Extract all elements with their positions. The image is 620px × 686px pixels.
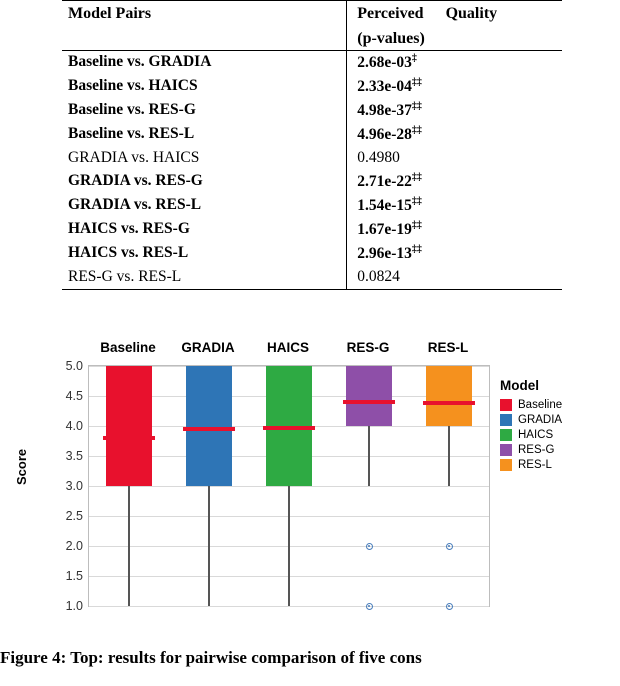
p-value-cell: 2.71e-22‡‡ xyxy=(347,170,562,194)
y-axis-tick: 2.0 xyxy=(65,539,83,553)
p-value-cell: 0.0824 xyxy=(347,266,562,289)
legend-item xyxy=(500,429,610,441)
header-spacer xyxy=(62,26,347,51)
model-pair-cell: GRADIA vs. RES-L xyxy=(68,196,202,214)
pairwise-comparison-table xyxy=(62,0,562,290)
model-pair-cell: HAICS vs. RES-L xyxy=(68,244,189,262)
table-row xyxy=(62,51,562,76)
p-value-cell: 2.96e-13‡‡ xyxy=(347,242,562,266)
y-axis-tick: 1.5 xyxy=(65,569,83,583)
category-label-res-l: RES-L xyxy=(427,340,469,355)
model-pair-cell: Baseline vs. HAICS xyxy=(68,77,198,95)
legend-swatch xyxy=(500,399,512,411)
p-value-cell: 2.68e-03‡ xyxy=(347,51,562,76)
box-gradia xyxy=(186,366,232,486)
table-row xyxy=(62,242,562,266)
category-labels xyxy=(0,340,620,358)
category-label-baseline: Baseline xyxy=(100,340,156,355)
median-line xyxy=(103,436,155,440)
table-row xyxy=(62,123,562,147)
table-row xyxy=(62,194,562,218)
box-res-l xyxy=(426,366,472,426)
model-pair-cell: RES-G vs. RES-L xyxy=(62,266,347,289)
pairs-table xyxy=(62,0,562,290)
y-axis-tick: 5.0 xyxy=(65,359,83,373)
plot-area xyxy=(65,359,490,613)
p-value-cell: 0.4980 xyxy=(347,147,562,170)
legend-swatch xyxy=(500,414,512,426)
table-row xyxy=(62,147,562,170)
legend-item xyxy=(500,459,610,471)
table-header-row-2 xyxy=(62,26,562,51)
p-value-cell: 4.96e-28‡‡ xyxy=(347,123,562,147)
figure-caption: Figure 4: Top: results for pairwise comparison of five cons xyxy=(0,648,422,667)
legend-label: RES-L xyxy=(518,459,552,471)
legend-label: GRADIA xyxy=(518,414,563,426)
y-axis-tick: 4.0 xyxy=(65,419,83,433)
table-header-row xyxy=(62,1,562,26)
legend-swatch xyxy=(500,444,512,456)
outlier-point xyxy=(366,543,373,550)
y-axis-tick: 3.0 xyxy=(65,479,83,493)
table-row xyxy=(62,170,562,194)
y-axis-tick: 1.0 xyxy=(65,599,83,613)
table-row xyxy=(62,75,562,99)
category-label-haics: HAICS xyxy=(266,340,309,355)
legend-item xyxy=(500,414,610,426)
median-line xyxy=(183,427,235,431)
p-value-cell: 2.33e-04‡‡ xyxy=(347,75,562,99)
y-axis-tick: 2.5 xyxy=(65,509,83,523)
median-line xyxy=(263,426,315,430)
gridline xyxy=(89,606,489,607)
header-perceived-quality: Perceived Quality xyxy=(347,1,562,26)
box-baseline xyxy=(106,366,152,486)
table-row xyxy=(62,99,562,123)
chart-legend xyxy=(500,378,610,474)
legend-title: Model xyxy=(500,378,539,393)
box-res-g xyxy=(346,366,392,426)
legend-swatch xyxy=(500,429,512,441)
legend-label: HAICS xyxy=(518,429,554,441)
median-line xyxy=(343,400,395,404)
boxplot-figure xyxy=(0,340,620,640)
table-row xyxy=(62,266,562,289)
outlier-point xyxy=(446,603,453,610)
legend-label: Baseline xyxy=(518,399,563,411)
model-pair-cell: Baseline vs. RES-L xyxy=(68,125,195,143)
p-value-cell: 1.67e-19‡‡ xyxy=(347,218,562,242)
model-pair-cell: GRADIA vs. RES-G xyxy=(68,172,203,190)
header-model-pairs: Model Pairs xyxy=(62,1,347,26)
legend-item xyxy=(500,444,610,456)
category-label-res-g: RES-G xyxy=(346,340,390,355)
table-row xyxy=(62,218,562,242)
p-value-cell: 4.98e-37‡‡ xyxy=(347,99,562,123)
legend-label: RES-G xyxy=(518,444,555,456)
model-pair-cell: GRADIA vs. HAICS xyxy=(68,149,200,167)
header-pvalues: (p-values) xyxy=(347,26,562,51)
y-axis-tick: 3.5 xyxy=(65,449,83,463)
legend-item xyxy=(500,399,610,411)
outlier-point xyxy=(366,603,373,610)
median-line xyxy=(423,401,475,405)
outlier-point xyxy=(446,543,453,550)
model-pair-cell: Baseline vs. GRADIA xyxy=(68,53,212,71)
legend-swatch xyxy=(500,459,512,471)
model-pair-cell: HAICS vs. RES-G xyxy=(68,220,190,238)
category-label-gradia: GRADIA xyxy=(181,340,235,355)
model-pair-cell: Baseline vs. RES-G xyxy=(68,101,196,119)
y-axis-tick: 4.5 xyxy=(65,389,83,403)
y-axis-label: Score xyxy=(14,448,29,485)
p-value-cell: 1.54e-15‡‡ xyxy=(347,194,562,218)
